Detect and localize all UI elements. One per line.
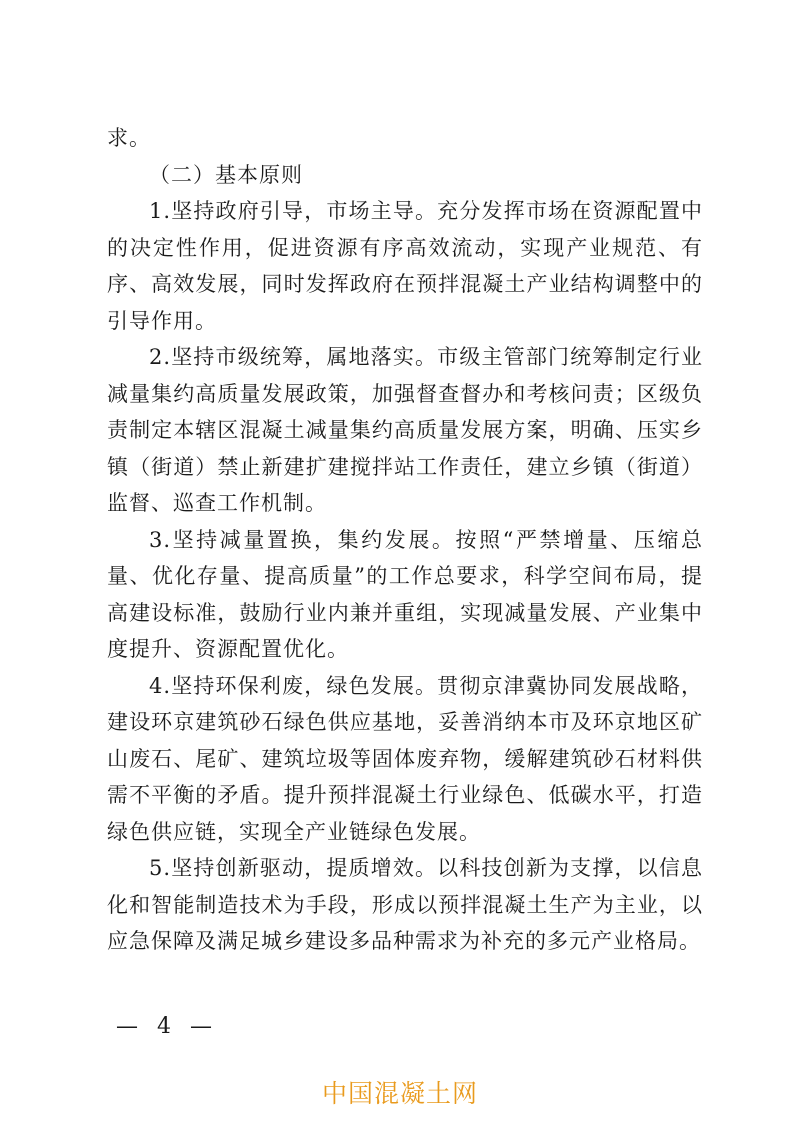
paragraph-1: 1.坚持政府引导，市场主导。充分发挥市场在资源配置中的决定性作用，促进资源有序高效流动，实现产业规范、有序、高效发展，同时发挥政府在预拌混凝土产业结构调整中的引导作用。: [107, 199, 703, 333]
paragraph-5: 5.坚持创新驱动，提质增效。以科技创新为支撑，以信息化和智能制造技术为手段，形成以预拌混凝土生产为主业，以应急保障及满足城乡建设多品种需求为补充的多元产业格局。: [107, 856, 703, 953]
page-number: — 4 —: [116, 1014, 218, 1039]
paragraph-2: 2.坚持市级统筹，属地落实。市级主管部门统筹制定行业减量集约高质量发展政策，加强督查督办和考核问责；区级负责制定本辖区混凝土减量集约高质量发展方案，明确、压实乡镇（街道）禁止新建扩建搅拌站工作责任，建立乡镇（街道）监督、巡查工作机制。: [107, 345, 703, 515]
body-text: [107, 120, 703, 960]
continuation-text: 求。: [107, 126, 151, 150]
paragraph-3: 3.坚持减量置换，集约发展。按照“严禁增量、压缩总量、优化存量、提高质量”的工作总要求，科学空间布局，提高建设标准，鼓励行业内兼并重组，实现减量发展、产业集中度提升、资源配置优化。: [107, 527, 703, 661]
watermark: 中国混凝土网: [321, 1079, 478, 1108]
section-heading: （二）基本原则: [149, 162, 303, 187]
paragraph-4: 4.坚持环保利废，绿色发展。贯彻京津冀协同发展战略，建设环京建筑砂石绿色供应基地，妥善消纳本市及环京地区矿山废石、尾矿、建筑垃圾等固体废弃物，缓解建筑砂石材料供需不平衡的矛盾。提升预拌混凝土行业绿色、低碳水平，打造绿色供应链，实现全产业链绿色发展。: [107, 673, 703, 844]
